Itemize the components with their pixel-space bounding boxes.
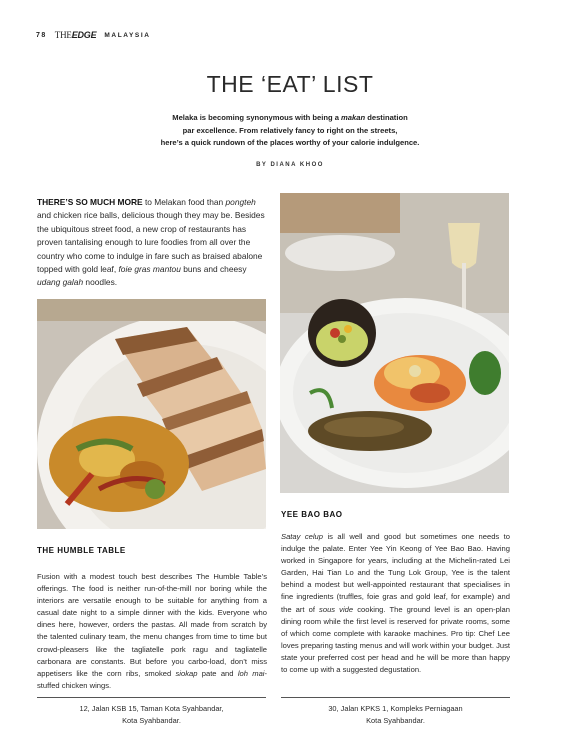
intro-paragraph (37, 196, 267, 290)
review-em: loh mai (237, 668, 265, 678)
standfirst-line1-pre: Melaka is becoming synonymous with being a (172, 113, 342, 122)
review-humble-table (37, 571, 267, 692)
address-line: 12, Jalan KSB 15, Taman Kota Syahbandar, (79, 704, 224, 713)
review-em: siokap (175, 668, 198, 678)
intro-lead: THERE’S SO MUCH MORE (37, 197, 143, 207)
address-humble-table (37, 703, 266, 726)
address-line: Kota Syahbandar. (122, 715, 181, 725)
intro-text-3: buns and cheesy (180, 264, 247, 275)
address-yee-bao-bao (281, 703, 510, 726)
intro-text-4: noodles. (83, 277, 118, 288)
review-text: pate and (197, 668, 238, 678)
intro-em-2: foie gras mantou (118, 264, 181, 275)
publication-logo (55, 30, 97, 40)
page-header (36, 29, 151, 41)
article-title: THE ‘EAT’ LIST (206, 71, 374, 97)
review-text: is all well and good but sometimes one needs to indulge the palate. Enter Yee Yin Keong of Yee Bao Bao. Having worked in Singapore for years, including at the Michelin-rated Lei Garden, Hai Tian Lo and the Tung Lok Group, Yee is the talent behind a modest but well-appointed restaurant that specialises in fine ingredients (truffles, foie gras and gold leaf, for example) and the art of (281, 532, 510, 614)
review-text: Fusion with a modest touch best describes The Humble Table’s offerings. The food is neither run-of-the-mill nor boring while the interiors are versatile enough to be suitable for anything from a casual date night to a simple dinner with the kids. Everyone who dines here, however, orders the pastas. All made from scratch by the talented culinary team, the menu changes from time to time but crowd-pleasers like the tagliatelle pork ragu and tagliatelle carbonara are constants. But before you carbo-load, don’t miss appetisers like the corn ribs, smoked (37, 572, 267, 678)
logo-edge: EDGE (71, 30, 97, 40)
standfirst-line2: par excellence. From relatively fancy to right on the streets, (182, 125, 398, 135)
review-em: sous vide (319, 604, 354, 614)
intro-text-1: to Melakan food than (142, 197, 226, 207)
review-text: cooking. The ground level is an open-plan dining room while the first level is reserved for private rooms, some of which come complete with karaoke machines. Pro tip: Chef Lee loves preparing tasting menus and will work within your budget. Just state your preferred cost per head and he will be more than happy to come up with a suggested degustation. (281, 604, 510, 675)
article-standfirst (100, 112, 480, 150)
review-yee-bao-bao (281, 531, 510, 676)
address-divider (37, 697, 266, 698)
yee-bao-bao-dish-photo (280, 193, 509, 493)
standfirst-line3: here’s a quick rundown of the places worthy of your calorie indulgence. (160, 138, 420, 147)
restaurant-name-yee-bao-bao: YEE BAO BAO (281, 510, 343, 519)
review-text: -stuffed chicken wings. (37, 668, 268, 690)
restaurant-name-humble-table: THE HUMBLE TABLE (37, 546, 126, 555)
page-number: 78 (36, 31, 47, 39)
intro-em-1: pongteh (225, 197, 256, 207)
intro-text-2: and chicken rice balls, delicious though they may be. Besides the ubiquitous street food, a new crop of restaurants has proven tantalising enough to lure foodies from all over the country who come to indulge in fare such as braised abalone topped with gold leaf, (37, 210, 265, 275)
standfirst-line1-post: destination (365, 113, 408, 122)
address-line: 30, Jalan KPKS 1, Kompleks Perniagaan (328, 704, 463, 713)
review-em: Satay celup (281, 532, 324, 541)
byline: BY DIANA KHOO (256, 162, 324, 168)
standfirst-line1-em: makan (341, 113, 366, 122)
address-divider (281, 697, 510, 698)
logo-the: THE (54, 30, 72, 40)
section-tag: MALAYSIA (104, 31, 151, 39)
humble-table-dish-photo (37, 299, 266, 529)
intro-em-3: udang galah (37, 277, 84, 288)
address-line: Kota Syahbandar. (366, 715, 425, 725)
